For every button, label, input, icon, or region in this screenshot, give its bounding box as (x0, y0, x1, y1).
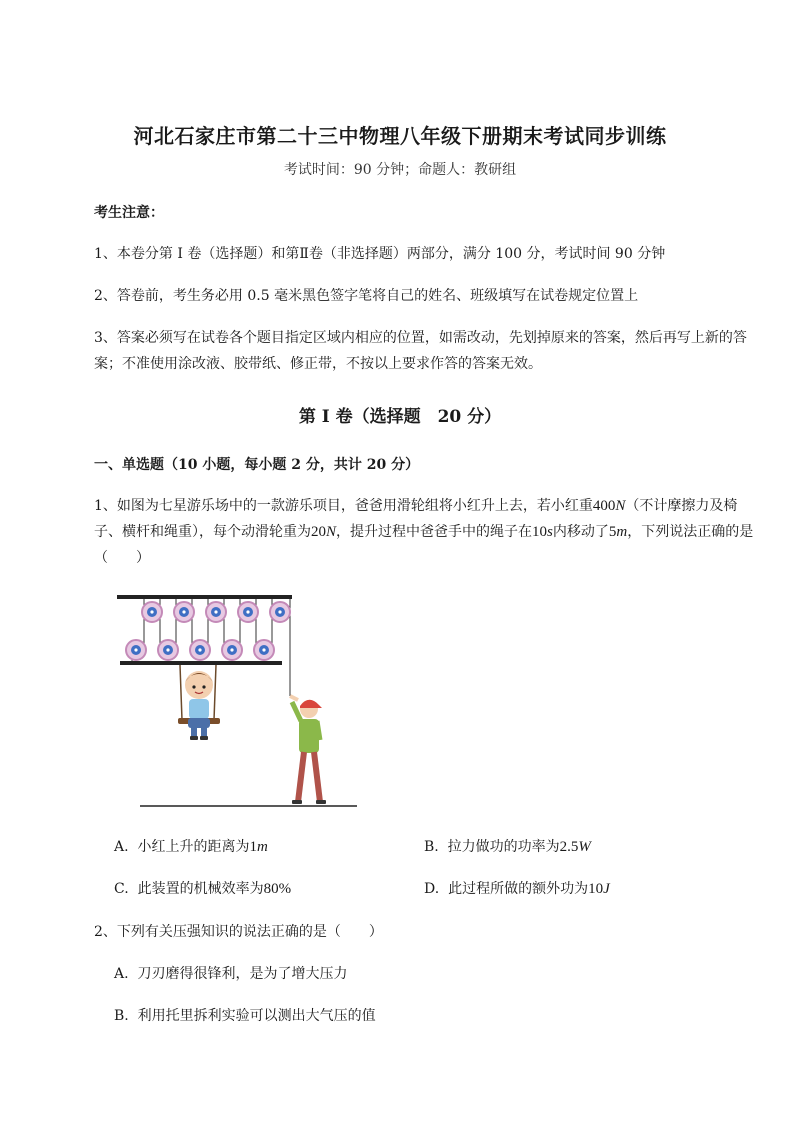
page-title: 河北石家庄市第二十三中物理八年级下册期末考试同步训练 (133, 124, 667, 148)
child-on-swing (185, 671, 213, 740)
page-subtitle: 考试时间：90 分钟；命题人：教研组 (283, 162, 517, 178)
part-heading: 一、单选题（10 小题，每小题 2 分，共计 20 分） (94, 457, 420, 473)
dad-pulling-rope (290, 696, 326, 804)
q1-option-a[interactable]: A. 小红上升的距离为1m (114, 839, 268, 855)
q1-option-c[interactable]: C. 此装置的机械效率为80% (114, 881, 292, 897)
pulley-figure (112, 588, 362, 813)
note-item-1: 1、本卷分第 I 卷（选择题）和第Ⅱ卷（非选择题）两部分，满分 100 分，考试时间 90 分钟 (94, 246, 666, 262)
q2-option-a[interactable]: A. 刀刃磨得很锋利，是为了增大压力 (114, 966, 348, 982)
section-title: 第 I 卷（选择题 20 分） (298, 407, 502, 427)
q1-option-b[interactable]: B. 拉力做功的功率为2.5W (424, 839, 591, 855)
note-item-2: 2、答卷前，考生务必用 0.5 毫米黑色签字笔将自己的姓名、班级填写在试卷规定位置上 (94, 288, 639, 304)
notes-heading: 考生注意： (94, 205, 164, 221)
fixed-pulleys (142, 602, 290, 622)
lower-beam (120, 661, 282, 665)
question-1-stem: 1、如图为七星游乐场中的一款游乐项目，爸爸用滑轮组将小红升上去，若小红重400N（不计摩擦力及椅子、横杆和绳重），每个动滑轮重为20N，提升过程中爸爸手中的绳子在10s内移动了5m，下列说法正确的是（ ） (94, 498, 754, 566)
note-item-3: 3、答案必须写在试卷各个题目指定区域内相应的位置，如需改动，先划掉原来的答案，然后再写上新的答案；不准使用涂改液、胶带纸、修正带，不按以上要求作答的答案无效。 (94, 330, 747, 372)
movable-pulleys (126, 640, 274, 660)
q2-option-b[interactable]: B. 利用托里拆利实验可以测出大气压的值 (114, 1008, 376, 1024)
top-beam (117, 595, 292, 599)
q1-option-d[interactable]: D. 此过程所做的额外功为10J (424, 881, 610, 897)
question-2-stem: 2、下列有关压强知识的说法正确的是（ ） (94, 924, 383, 940)
